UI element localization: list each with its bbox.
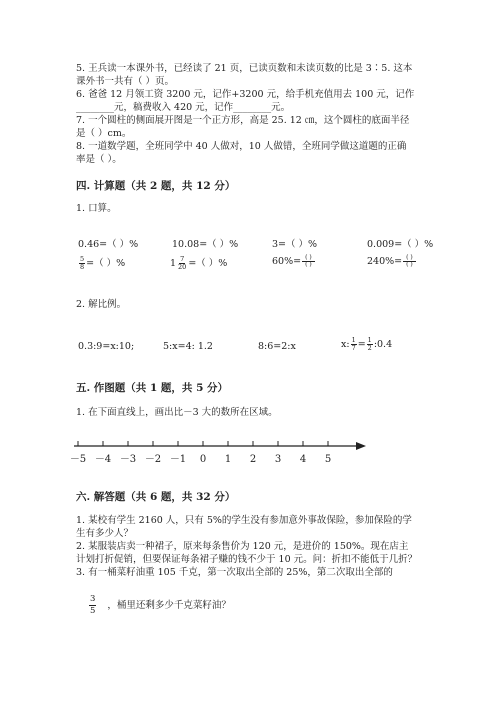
word-problem-2-line2: 计划打折促销，但要保证每条裙子赚的钱不少于 10 元。问：折扣不能低于几折？	[76, 554, 418, 565]
calc-240-percent: 240%= $\frac{( )}{( )}$	[367, 255, 416, 268]
q6-line2: ________元，稿费收入 420 元，记作________元。	[76, 102, 291, 113]
calc-3: 3=（ ）%	[272, 239, 318, 250]
number-line-label: 5	[324, 454, 332, 465]
proportion-d: x: $\frac{1}{7}$ = $\frac{1}{2}$ :0.4	[341, 336, 393, 352]
number-line-label: 0	[199, 454, 207, 465]
fraction-3-5: $\frac{3}{5}$	[90, 594, 96, 616]
calc-60-percent: 60%= $\frac{( )}{( )}$	[272, 255, 315, 268]
number-line-label: 2	[249, 454, 257, 465]
section6-heading: 六. 解答题（共 6 题，共 32 分）	[76, 491, 236, 503]
number-line-label: 4	[299, 454, 307, 465]
number-line-label: －5	[70, 454, 87, 465]
number-line-label: 1	[224, 454, 232, 465]
q8-line2: 率是（ ）。	[76, 154, 122, 165]
fraction-7-20: $\frac{7}{20}$	[178, 255, 187, 271]
fraction-5-8: $\frac{5}{8}$	[80, 255, 85, 271]
number-line-arrow	[356, 442, 366, 450]
fraction-1-7: $\frac{1}{7}$	[351, 336, 356, 352]
proportion-a: 0.3:9=x:10;	[78, 341, 135, 352]
blank-fraction: $\frac{( )}{( )}$	[403, 255, 416, 268]
calc-10-08: 10.08=（ ）%	[172, 239, 239, 250]
number-line-label: 3	[274, 454, 282, 465]
q6-line1: 6. 爸爸 12 月领工资 3200 元，记作+3200 元，给手机充值用去 100 元，记作	[76, 89, 415, 100]
q5-line2: 课外书一共有（ ）页。	[76, 76, 175, 87]
q7-line2: 是（ ）cm。	[76, 128, 132, 139]
number-line	[70, 438, 370, 468]
word-problem-2-line1: 2. 某服装店卖一种裙子，原来每条售价为 120 元，是进价的 150%。现在店主	[76, 541, 409, 552]
number-line-label: －2	[144, 454, 162, 465]
number-line-label: －4	[94, 454, 112, 465]
q7-line1: 7. 一个圆柱的侧面展开图是一个正方形，高是 25. 12 ㎝，这个圆柱的底面半径	[76, 115, 410, 126]
word-problem-1-line1: 1. 某校有学生 2160 人，只有 5%的学生没有参加意外事故保险，参加保险的学	[76, 515, 412, 526]
oral-calc-title: 1. 口算。	[76, 203, 117, 214]
proportion-b: 5:x=4: 1.2	[163, 341, 213, 352]
section4-heading: 四. 计算题（共 2 题，共 12 分）	[76, 180, 236, 192]
section5-heading: 五. 作图题（共 1 题，共 5 分）	[76, 382, 229, 394]
blank-fraction: $\frac{( )}{( )}$	[302, 255, 315, 268]
number-line-label: －3	[119, 454, 137, 465]
proportion-title: 2. 解比例。	[76, 299, 127, 310]
draw-question: 1. 在下面直线上，画出比－3 大的数所在区域。	[76, 407, 278, 418]
calc-five-eighths: $\frac{5}{8}$ =（ ）%	[80, 255, 126, 271]
calc-0-46: 0.46=（ ）%	[78, 239, 139, 250]
fraction-1-2: $\frac{1}{2}$	[367, 336, 372, 352]
number-line-label: －1	[169, 454, 187, 465]
q5-line1: 5. 王兵读一本课外书，已经读了 21 页，已读页数和未读页数的比是 3∶5. 这本	[76, 63, 413, 74]
word-problem-1-line2: 生有多少人？	[76, 528, 134, 539]
proportion-c: 8:6=2:x	[258, 341, 296, 352]
calc-0-009: 0.009=（ ）%	[367, 239, 434, 250]
word-problem-3-line1: 3. 有一桶菜籽油重 105 千克，第一次取出全部的 25%，第二次取出全部的	[76, 567, 393, 578]
calc-one-seven-twentieths: 1 $\frac{7}{20}$ =（ ）%	[170, 255, 228, 271]
word-problem-3-line2: $\frac{3}{5}$ ，桶里还剩多少千克菜籽油？	[90, 594, 231, 616]
q8-line1: 8. 一道数学题，全班同学中 40 人做对，10 人做错，全班同学做这道题的正确	[76, 141, 407, 152]
